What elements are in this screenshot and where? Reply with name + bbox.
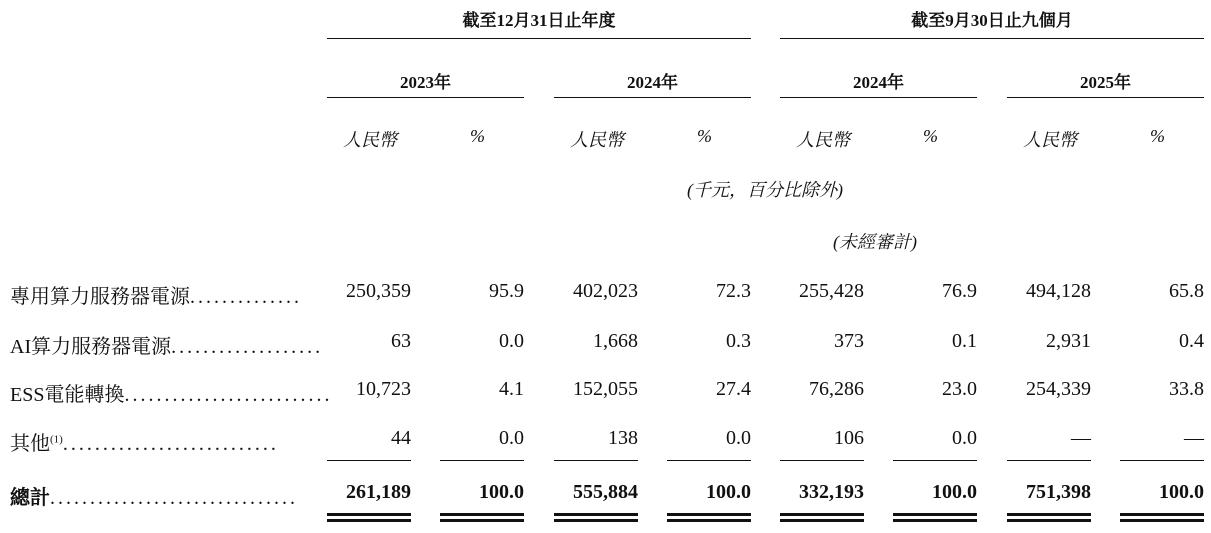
total-rule-top: [893, 513, 977, 516]
table-cell: 0.0: [952, 427, 977, 449]
table-cell: 10,723: [356, 378, 411, 400]
year-2024-fy-header: 2024年: [627, 73, 678, 92]
table-cell: 0.0: [499, 427, 524, 449]
subtotal-rule: [1120, 460, 1204, 461]
total-rule-top: [1120, 513, 1204, 516]
table-cell: 254,339: [1026, 378, 1091, 400]
table-cell: 23.0: [942, 378, 977, 400]
table-cell: 373: [834, 330, 864, 352]
table-cell: 76.9: [942, 280, 977, 302]
unit-rmb: 人民幣: [343, 130, 397, 150]
table-cell: 402,023: [573, 280, 638, 302]
table-cell: 0.3: [726, 330, 751, 352]
header-nine-months: 截至9月30日止九個月: [911, 11, 1073, 30]
table-cell: 95.9: [489, 280, 524, 302]
table-cell: 76,286: [809, 378, 864, 400]
unit-rmb: 人民幣: [796, 130, 850, 150]
unit-pct: %: [1150, 126, 1165, 146]
total-cell: 555,884: [573, 481, 638, 503]
total-rule-bottom: [780, 519, 864, 522]
table-cell: 0.0: [499, 330, 524, 352]
table-cell: 33.8: [1169, 378, 1204, 400]
table-cell: 72.3: [716, 280, 751, 302]
table-cell: 27.4: [716, 378, 751, 400]
subtotal-rule: [780, 460, 864, 461]
year-2025-9m-header: 2025年: [1080, 73, 1131, 92]
year-2023-underline: [327, 97, 524, 98]
unit-pct: %: [470, 126, 485, 146]
table-cell: 2,931: [1046, 330, 1091, 352]
table-cell: 106: [834, 427, 864, 449]
leader-dots: ...................: [171, 336, 324, 358]
subtotal-rule: [893, 460, 977, 461]
unit-pct: %: [923, 126, 938, 146]
total-rule-bottom: [893, 519, 977, 522]
total-rule-top: [667, 513, 751, 516]
table-cell: 44: [391, 427, 411, 449]
subtotal-rule: [327, 460, 411, 461]
row-label: [10, 427, 279, 456]
table-cell: 0.0: [726, 427, 751, 449]
subtotal-rule: [1007, 460, 1091, 461]
table-cell: 494,128: [1026, 280, 1091, 302]
table-cell: 138: [608, 427, 638, 449]
total-cell: 100.0: [932, 481, 977, 503]
year-2024-9m-underline: [780, 97, 977, 98]
total-rule-bottom: [1120, 519, 1204, 522]
unit-rmb: 人民幣: [570, 130, 624, 150]
total-rule-top: [780, 513, 864, 516]
row-label: [10, 378, 332, 407]
total-rule-bottom: [440, 519, 524, 522]
total-rule-bottom: [327, 519, 411, 522]
total-rule-bottom: [554, 519, 638, 522]
row-label: [10, 280, 302, 309]
total-rule-bottom: [1007, 519, 1091, 522]
row-label-text: ESS電能轉換: [10, 384, 125, 406]
total-label-text: 總計: [10, 487, 50, 509]
header-fiscal-year: 截至12月31日止年度: [462, 11, 616, 30]
table-cell: 1,668: [593, 330, 638, 352]
unit-rmb: 人民幣: [1023, 130, 1077, 150]
total-cell: 100.0: [479, 481, 524, 503]
leader-dots: ..........................: [124, 384, 333, 406]
total-cell: 332,193: [799, 481, 864, 503]
total-rule-top: [327, 513, 411, 516]
total-cell: 261,189: [346, 481, 411, 503]
row-label-text: 專用算力服務器電源: [10, 286, 190, 308]
subtotal-rule: [554, 460, 638, 461]
row-label-text: AI算力服務器電源: [10, 336, 172, 358]
row-label: [10, 330, 323, 359]
table-cell: 4.1: [499, 378, 524, 400]
row-label-text: 其他: [10, 433, 50, 455]
note-thousands: (千元，百分比除外): [687, 180, 843, 200]
total-row-label: [10, 481, 298, 510]
total-cell: 751,398: [1026, 481, 1091, 503]
unit-pct: %: [697, 126, 712, 146]
table-cell: 255,428: [799, 280, 864, 302]
table-cell: 0.4: [1179, 330, 1204, 352]
leader-dots: ...............................: [50, 487, 298, 509]
year-2024-9m-header: 2024年: [853, 73, 904, 92]
total-cell: 100.0: [1159, 481, 1204, 503]
total-rule-top: [440, 513, 524, 516]
leader-dots: ..............: [190, 286, 302, 308]
total-rule-bottom: [667, 519, 751, 522]
footnote-marker: (1): [50, 433, 63, 446]
total-rule-top: [1007, 513, 1091, 516]
year-2024-fy-underline: [554, 97, 751, 98]
total-cell: 100.0: [706, 481, 751, 503]
table-cell: 65.8: [1169, 280, 1204, 302]
table-cell: 152,055: [573, 378, 638, 400]
leader-dots: ...........................: [62, 433, 279, 455]
note-unaudited: (未經審計): [833, 232, 917, 252]
table-cell: 63: [391, 330, 411, 352]
table-cell: —: [1071, 427, 1091, 449]
header-nine-months-underline: [780, 38, 1204, 39]
table-cell: 250,359: [346, 280, 411, 302]
year-2023-header: 2023年: [400, 73, 451, 92]
total-rule-top: [554, 513, 638, 516]
table-cell: —: [1184, 427, 1204, 449]
table-cell: 0.1: [952, 330, 977, 352]
header-fiscal-year-underline: [327, 38, 751, 39]
subtotal-rule: [667, 460, 751, 461]
subtotal-rule: [440, 460, 524, 461]
year-2025-9m-underline: [1007, 97, 1204, 98]
